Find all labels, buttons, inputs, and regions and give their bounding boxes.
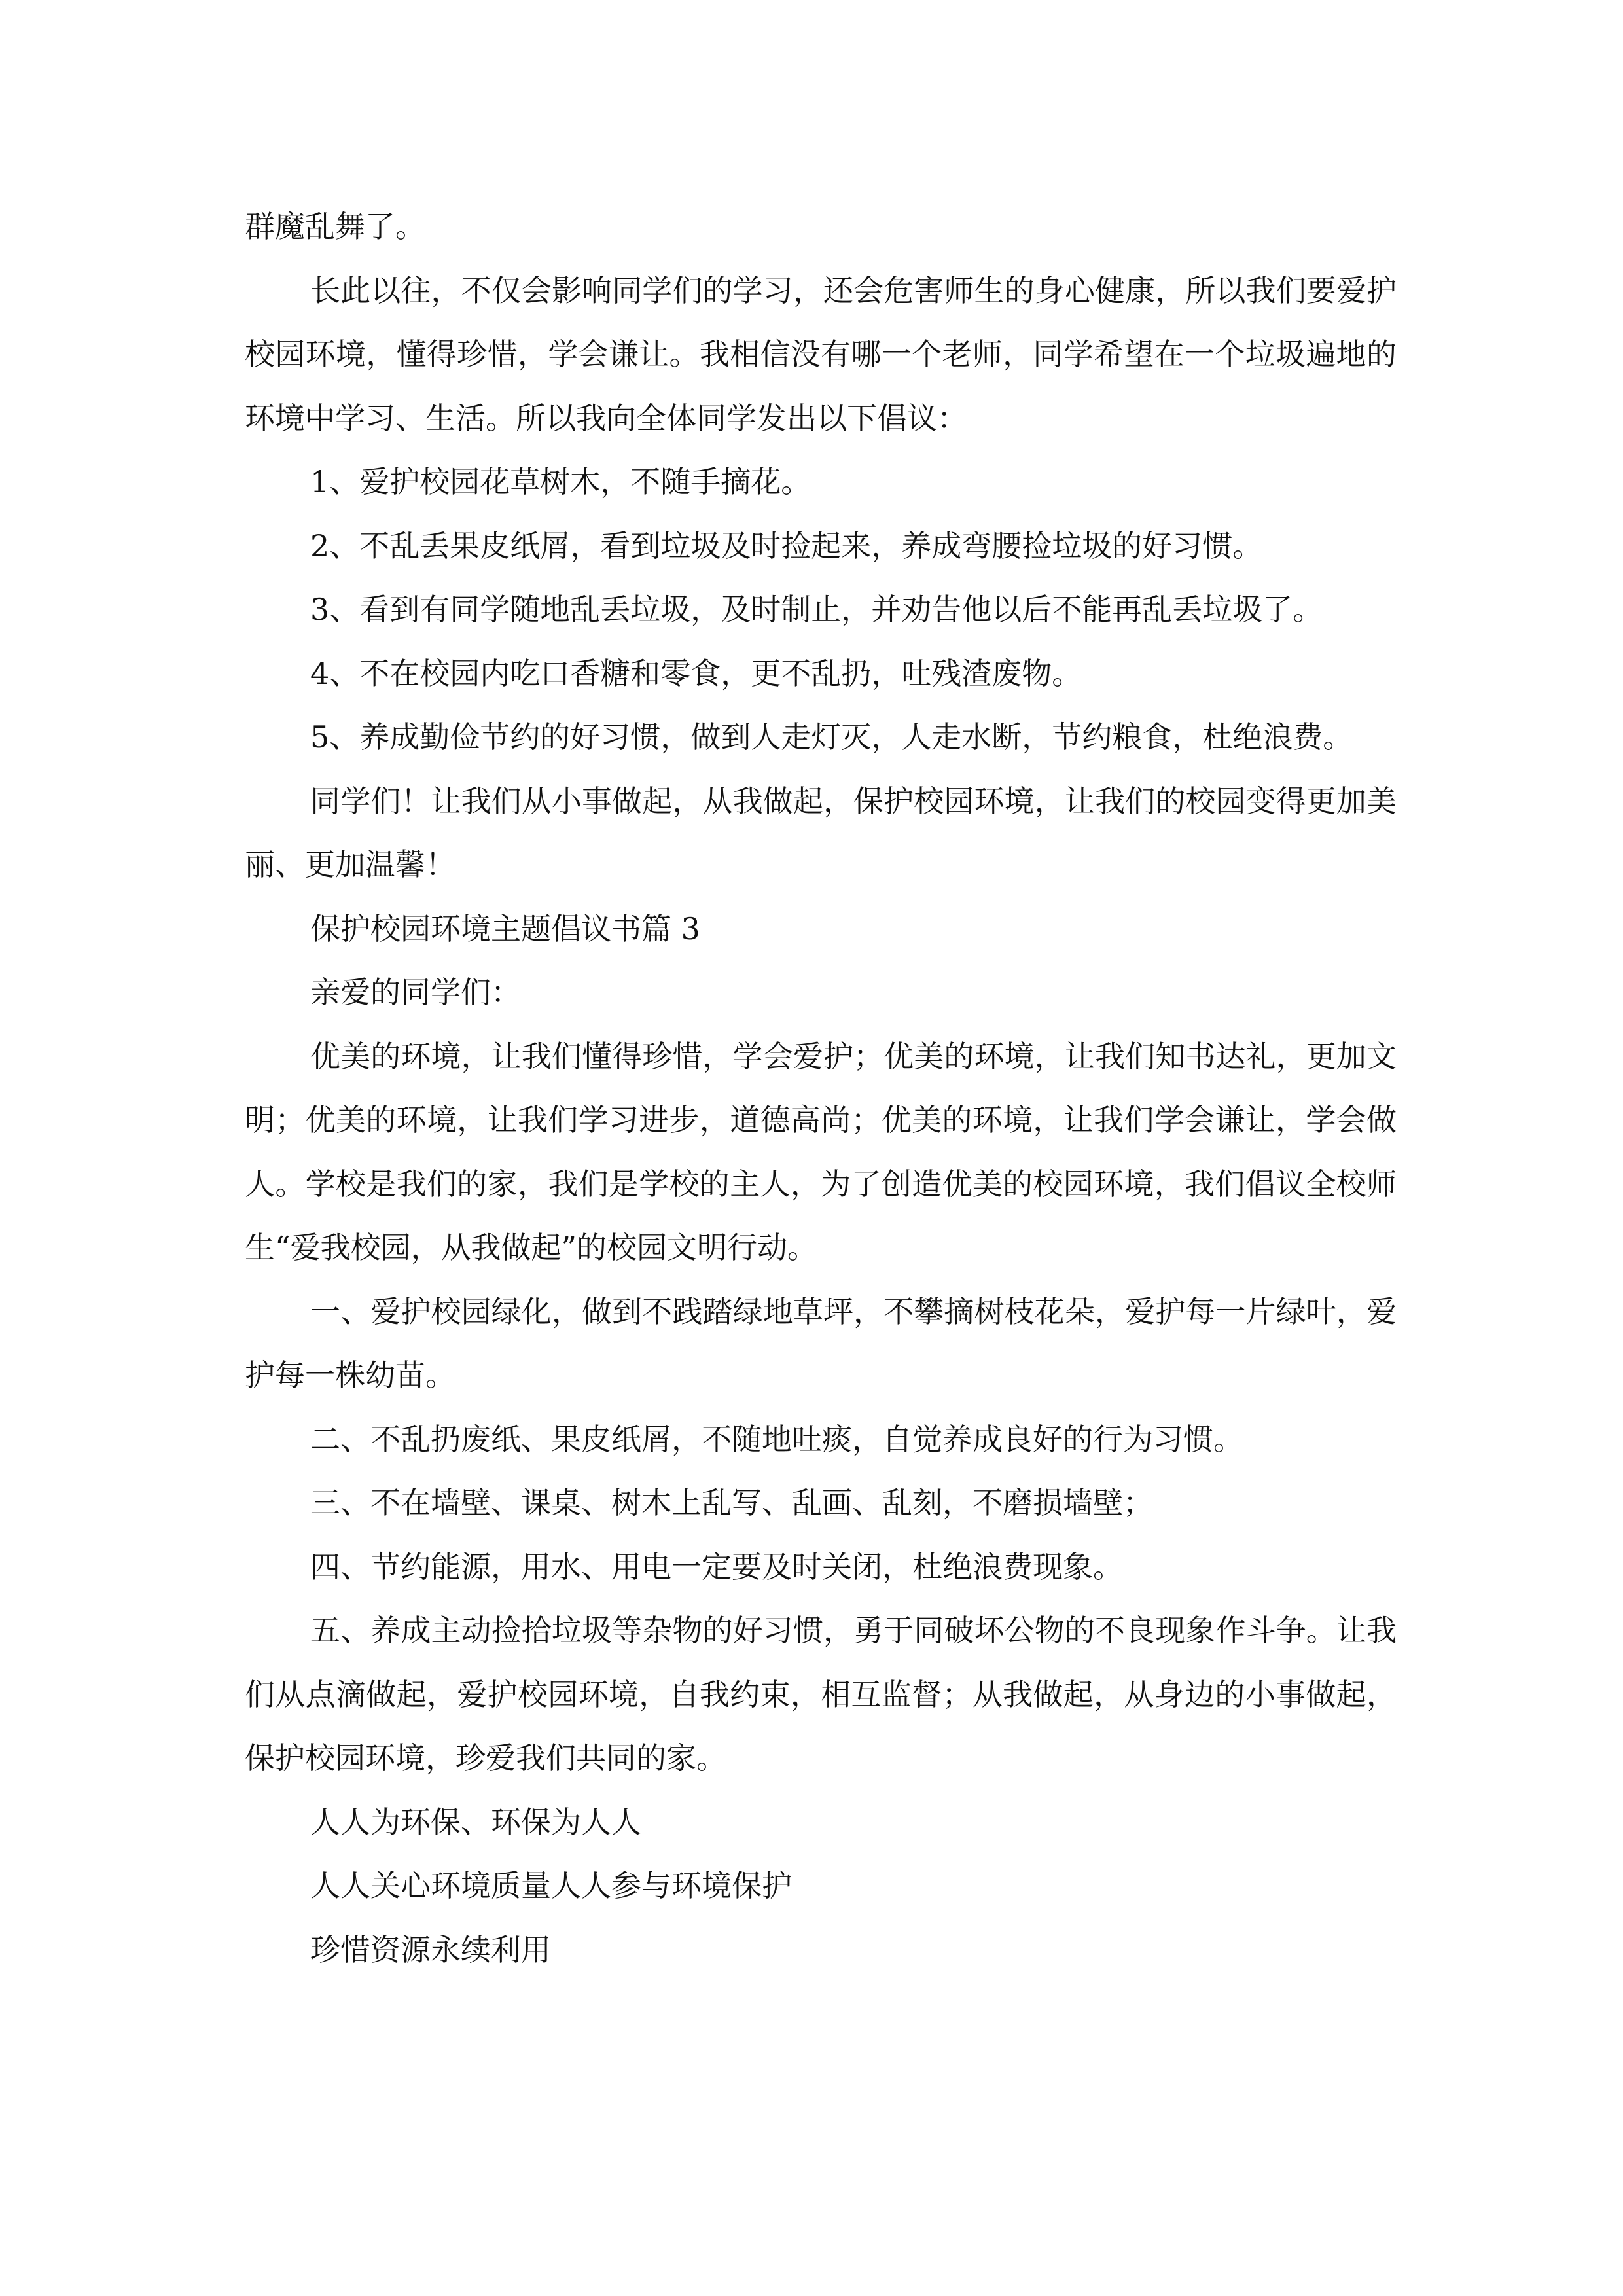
section-heading: 保护校园环境主题倡议书篇 3 <box>310 910 700 946</box>
paragraph: 群魔乱舞了。 <box>245 209 425 244</box>
list-item: 五、养成主动捡拾垃圾等杂物的好习惯，勇于同破坏公物的不良现象作斗争。让我们从点滴做起，爱护校园环境，自我约束，相互监督；从我做起，从身边的小事做起，保护校园环境，珍爱我们共同的家。 <box>245 1613 1397 1776</box>
list-item: 5、养成勤俭节约的好习惯，做到人走灯灭，人走水断，节约粮食，杜绝浪费。 <box>310 719 1353 755</box>
slogan: 人人关心环境质量人人参与环境保护 <box>310 1868 792 1903</box>
list-item: 二、不乱扔废纸、果皮纸屑，不随地吐痰，自觉养成良好的行为习惯。 <box>310 1421 1243 1457</box>
document-body <box>245 195 1397 1982</box>
paragraph: 长此以往，不仅会影响同学们的学习，还会危害师生的身心健康，所以我们要爱护校园环境，懂得珍惜，学会谦让。我相信没有哪一个老师，同学希望在一个垃圾遍地的环境中学习、生活。所以我向全体同学发出以下倡议： <box>245 272 1397 436</box>
list-item: 4、不在校园内吃口香糖和零食，更不乱扔，吐残渣废物。 <box>310 655 1082 691</box>
slogan: 人人为环保、环保为人人 <box>310 1804 641 1840</box>
list-item: 四、节约能源，用水、用电一定要及时关闭，杜绝浪费现象。 <box>310 1549 1123 1585</box>
paragraph: 优美的环境，让我们懂得珍惜，学会爱护；优美的环境，让我们知书达礼，更加文明；优美的环境，让我们学习进步，道德高尚；优美的环境，让我们学会谦让，学会做人。学校是我们的家，我们是学校的主人，为了创造优美的校园环境，我们倡议全校师生“爱我校园，从我做起”的校园文明行动。 <box>245 1038 1397 1265</box>
list-item: 1、爱护校园花草树木，不随手摘花。 <box>310 464 812 499</box>
list-item: 2、不乱丢果皮纸屑，看到垃圾及时捡起来，养成弯腰捡垃圾的好习惯。 <box>310 528 1263 564</box>
slogan: 珍惜资源永续利用 <box>310 1931 551 1967</box>
list-item: 一、爱护校园绿化，做到不践踏绿地草坪，不攀摘树枝花朵，爱护每一片绿叶，爱护每一株幼苗。 <box>245 1293 1397 1393</box>
list-item: 三、不在墙壁、课桌、树木上乱写、乱画、乱刻，不磨损墙壁； <box>310 1485 1153 1520</box>
salutation: 亲爱的同学们： <box>310 975 521 1010</box>
paragraph: 同学们！让我们从小事做起，从我做起，保护校园环境，让我们的校园变得更加美丽、更加温馨！ <box>245 783 1397 882</box>
list-item: 3、看到有同学随地乱丢垃圾，及时制止，并劝告他以后不能再乱丢垃圾了。 <box>310 592 1323 627</box>
